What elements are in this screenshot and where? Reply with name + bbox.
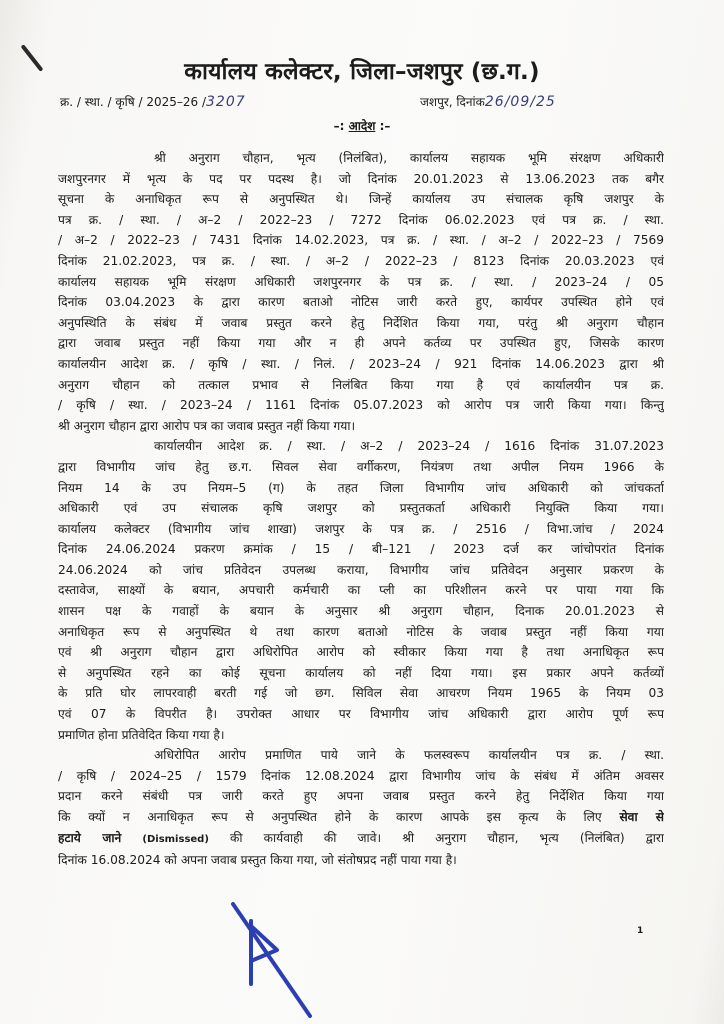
paragraph-2: [58, 436, 664, 745]
text-line: कार्यालयीन आदेश क्र. / स्था. / अ–2 / 2023–24 / 1616 दिनांक 31.07.2023: [154, 439, 664, 454]
text-line: पत्र क्र. / स्था. / अ–2 / 2022–23 / 7272 दिनांक 06.02.2023 एवं पत्र क्र. / स्था.: [58, 212, 664, 227]
text-line: / कृषि / स्था. / 2023–24 / 1161 दिनांक 05.07.2023 को आरोप पत्र जारी किया गया। किन्तु: [58, 398, 664, 413]
text-line: के प्रति घोर लापरवाही बरती गई जो छग. सिविल सेवा आचरण नियम 1965 के नियम 03: [58, 686, 664, 701]
text-line: / अ–2 / 2022–23 / 7431 दिनांक 14.02.2023, पत्र क्र. / स्था. / अ–2 / 2022–23 / 7569: [58, 233, 664, 248]
reference-number: [60, 93, 246, 110]
text-line: प्रदान करने संबंधी पत्र जारी करते हुए अपना जवाब प्रस्तुत करने हेतु निर्देशित किया गया: [58, 789, 664, 804]
order-label: आदेश: [348, 119, 376, 133]
text-line: प्रमाणित होना प्रतिवेदित किया गया है।: [58, 727, 225, 742]
paragraph-1: [58, 148, 664, 436]
text-line: अनुराग चौहान को तत्काल प्रभाव से निलंबित किया गया है एवं कार्यालयीन पत्र क्र.: [58, 377, 664, 392]
text-line: दिनांक 24.06.2024 प्रकरण क्रमांक / 15 / बी–121 / 2023 दर्ज कर जांचोपरांत दिनांक: [58, 542, 664, 557]
dismissal-phrase-part-1: सेवा से: [619, 810, 664, 824]
text-line: से अनुपस्थित रहने का कोई सूचना कार्यालय को नहीं दिया गया। इस प्रकार अपने कर्तव्यों: [58, 665, 664, 680]
order-dash-right: :–: [379, 119, 391, 133]
text-line: 24.06.2024 को जांच प्रतिवेदन उपलब्ध कराया, विभागीय जांच प्रतिवेदन अनुसार प्रकरण के: [58, 562, 664, 577]
text-line: द्वारा जवाब प्रस्तुत नहीं किया गया और न ही अपने कर्तव्य पर उपस्थित हुए, जिसके कारण: [58, 336, 664, 351]
text-line: दिनांक 16.08.2024 को अपना जवाब प्रस्तुत किया गया, जो संतोषप्रद नहीं पाया गया है।: [58, 853, 457, 868]
text-segment: की कार्यवाही की जावे। श्री अनुराग चौहान, भृत्य (निलंबित) द्वारा: [230, 830, 664, 845]
reference-prefix: क्र. / स्था. / कृषि / 2025–26 /: [60, 95, 206, 109]
text-segment: कि क्यों न अनाधिकृत रूप से अनुपस्थित होने के कारण आपके इस कृत्य के लिए: [58, 810, 602, 824]
text-line: दिनांक 21.02.2023, पत्र क्र. / स्था. / अ–2 / 2022–23 / 8123 दिनांक 20.03.2023 एवं: [58, 253, 664, 268]
text-line: अनुपस्थिति के संबंध में जवाब प्रस्तुत करने हेतु निर्देशित किया गया, परंतु श्री अनुराग चौहान: [58, 315, 664, 330]
text-line: दिनांक 03.04.2023 के द्वारा कारण बताओ नोटिस जारी करते हुए, कार्यपर उपस्थित होने एवं: [58, 295, 664, 310]
text-line: श्री अनुराग चौहान द्वारा आरोप पत्र का जवाब प्रस्तुत नहीं किया गया।: [58, 418, 356, 433]
text-line: कार्यालय कलेक्टर (विभागीय जांच शाखा) जशपुर के पत्र क्र. / 2516 / विभा.जांच / 2024: [58, 521, 664, 536]
date-prefix: जशपुर, दिनांक: [420, 95, 485, 109]
text-line: [58, 807, 664, 828]
order-body: [58, 148, 664, 871]
text-line: नियम 14 के उप नियम–5 (ग) के तहत जिला विभागीय जांच अधिकारी को जांचकर्ता: [58, 480, 664, 495]
text-line: सूचना के अनाधिकृत रूप से अनुपस्थित थे। जिन्हें कार्यालय उप संचालक कृषि जशपुर के: [58, 192, 664, 207]
text-line: दस्तावेज, साक्ष्यों के बयान, अपचारी कर्मचारी का प्ली का परिशीलन करने पर पाया गया कि: [58, 583, 664, 598]
text-line: अनाधिकृत रूप से अनुपस्थित थे तथा कारण बताओ नोटिस के जवाब प्रस्तुत नहीं किया गया: [58, 624, 664, 639]
text-line: कार्यालय सहायक भूमि संरक्षण अधिकारी जशपुरनगर के पत्र क्र. / स्था. / 2023–24 / 05: [58, 274, 664, 289]
issue-date: [420, 93, 556, 110]
dismissal-phrase-part-2: हटाये जाने: [58, 830, 122, 845]
page-number: 1: [637, 926, 644, 936]
text-line: जशपुरनगर में भृत्य के पद पर पदस्थ है। जो दिनांक 20.01.2023 से 13.06.2023 तक बगैर: [58, 171, 664, 186]
paragraph-3: [58, 745, 664, 871]
text-line: अधिरोपित आरोप प्रमाणित पाये जाने के फलस्वरूप कार्यालयीन पत्र क्र. / स्था.: [154, 748, 664, 763]
dismissed-english-term: (Dismissed): [142, 833, 209, 845]
text-line: / कृषि / 2024–25 / 1579 दिनांक 12.08.2024 द्वारा विभागीय जांच के संबंध में अंतिम अवसर: [58, 768, 664, 783]
signature: [225, 896, 335, 1021]
order-dash-left: –:: [333, 119, 345, 133]
text-line: कार्यालयीन आदेश क्र. / कृषि / स्था. / निलं. / 2023–24 / 921 दिनांक 14.06.2023 द्वारा श्री: [58, 356, 664, 371]
text-line: श्री अनुराग चौहान, भृत्य (निलंबित), कार्यालय सहायक भूमि संरक्षण अधिकारी: [154, 151, 664, 165]
order-heading: [0, 117, 724, 134]
text-line: द्वारा विभागीय जांच हेतु छ.ग. सिवल सेवा वर्गीकरण, नियंत्रण तथा अपील नियम 1966 के: [58, 459, 664, 474]
signature-stroke: [233, 904, 310, 1016]
text-line: एवं श्री अनुराग चौहान द्वारा अधिरोपित आरोप को स्वीकार किया गया है तथा अनाधिकृत रूप: [58, 645, 664, 660]
text-line: [58, 828, 664, 851]
text-line: एवं 07 के विपरीत है। उपरोक्त आधार पर विभागीय जांच अधिकारी द्वारा आरोप पूर्ण रूप: [58, 707, 664, 722]
text-line: शासन पक्ष के गवाहों के बयान के अनुसार श्री अनुराग चौहान, दिनाक 20.01.2023 से: [58, 604, 664, 619]
office-title: कार्यालय कलेक्टर, जिला–जशपुर (छ.ग.): [184, 59, 540, 85]
date-handwritten: 26/09/25: [484, 94, 556, 110]
text-line: अधिकारी एवं उप संचालक कृषि जशपुर को प्रस्तुतकर्ता अधिकारी नियुक्ति किया गया।: [58, 501, 664, 516]
reference-number-handwritten: 3207: [206, 94, 246, 110]
